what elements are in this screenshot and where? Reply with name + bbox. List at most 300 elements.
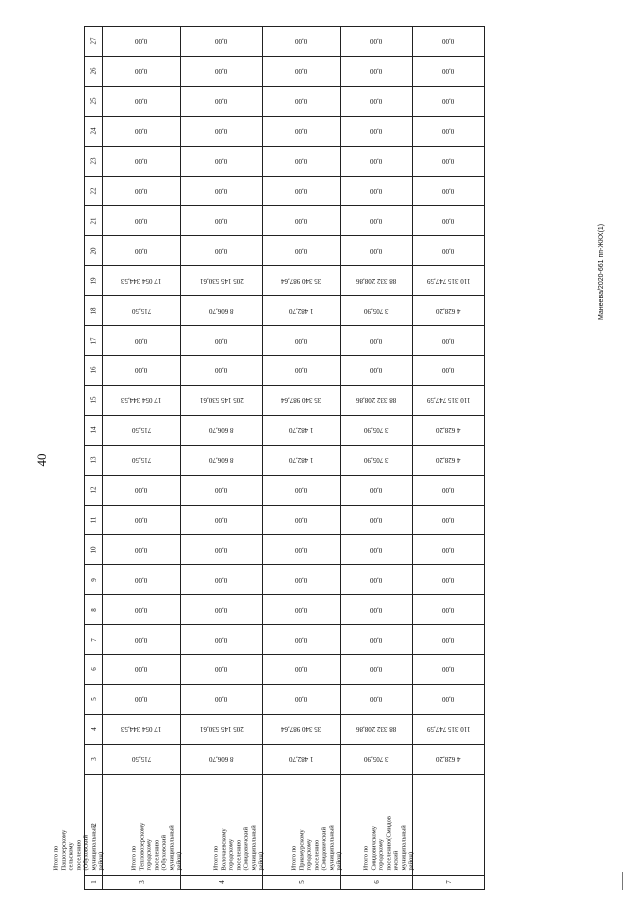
cell-value: 110 315 747,59	[426, 725, 471, 734]
column-number-text: 7	[89, 637, 98, 642]
table-row	[85, 445, 485, 475]
table-cell	[181, 505, 263, 535]
cell-value: 0,00	[442, 695, 455, 704]
column-number	[85, 385, 103, 415]
column-number-text: 17	[89, 337, 98, 345]
column-number-text: 27	[89, 37, 98, 45]
settlement-name-line: городскому	[377, 839, 385, 871]
cell-value: 0,00	[295, 216, 308, 225]
table-cell	[263, 595, 341, 625]
cell-value: 0,00	[135, 366, 148, 375]
table-cell	[341, 296, 413, 326]
cell-value: 0,00	[370, 605, 383, 614]
table-cell	[103, 146, 181, 176]
cell-value: 0,00	[442, 186, 455, 195]
table-cell	[181, 27, 263, 57]
table-cell	[103, 505, 181, 535]
cell-value: 0,00	[370, 67, 383, 76]
table-cell	[413, 56, 485, 86]
row-number: 4	[217, 880, 226, 885]
cell-value: 17 054 344,53	[121, 396, 162, 405]
cell-value: 4 628,20	[436, 755, 461, 764]
table-cell	[413, 475, 485, 505]
cell-value: 88 332 208,86	[356, 725, 397, 734]
settlement-name-line: (Смидовичский	[242, 827, 250, 871]
table-cell	[263, 206, 341, 236]
table-row	[85, 355, 485, 385]
cell-value: 0,00	[370, 515, 383, 524]
table-cell	[413, 595, 485, 625]
table-cell	[341, 415, 413, 445]
cell-value: 0,00	[295, 186, 308, 195]
column-number-text: 13	[89, 456, 98, 464]
column-number	[85, 146, 103, 176]
cell-value: 0,00	[135, 665, 148, 674]
table-cell	[181, 595, 263, 625]
column-number-text: 11	[89, 516, 98, 524]
table-cell	[263, 684, 341, 714]
table-cell	[341, 27, 413, 57]
table-cell	[181, 116, 263, 146]
table-row	[85, 744, 485, 774]
column-number	[85, 27, 103, 57]
table-cell	[341, 326, 413, 356]
row-number: 6	[372, 880, 381, 885]
row-number: 7	[444, 880, 453, 885]
column-number	[85, 206, 103, 236]
column-number	[85, 56, 103, 86]
settlement-name-line: район)	[407, 852, 415, 871]
column-number-text: 3	[89, 757, 98, 761]
column-number	[85, 326, 103, 356]
table-cell	[103, 355, 181, 385]
cell-value: 8 606,70	[209, 426, 234, 435]
table-cell	[263, 505, 341, 535]
cell-value: 0,00	[295, 366, 308, 375]
table-cell	[263, 475, 341, 505]
cell-value: 0,00	[442, 336, 455, 345]
table-cell	[341, 535, 413, 565]
cell-value: 0,00	[135, 695, 148, 704]
cell-value: 17 054 344,53	[121, 276, 162, 285]
cell-value: 0,00	[135, 157, 148, 166]
table-cell	[263, 655, 341, 685]
table-row	[85, 176, 485, 206]
cell-value: 0,00	[442, 246, 455, 255]
cell-value: 0,00	[135, 97, 148, 106]
cell-value: 715,50	[131, 306, 152, 315]
table-row	[85, 206, 485, 236]
column-number	[85, 475, 103, 505]
cell-value: 0,00	[370, 545, 383, 554]
table-cell	[263, 27, 341, 57]
column-number-text: 1	[89, 880, 98, 885]
column-number	[85, 505, 103, 535]
table-row	[85, 655, 485, 685]
settlement-name-line: Итого по	[130, 845, 138, 871]
column-number-text: 10	[89, 546, 98, 554]
cell-value: 0,00	[295, 515, 308, 524]
side-note-text: Манеева/2020-661 пп-ЖКХ(1)	[598, 223, 605, 320]
table-cell	[103, 296, 181, 326]
table-cell	[263, 445, 341, 475]
table-cell	[341, 744, 413, 774]
cell-value: 0,00	[295, 157, 308, 166]
table-cell	[181, 415, 263, 445]
cell-value: 0,00	[295, 336, 308, 345]
data-table	[52, 26, 485, 890]
settlement-name-line: Тепловозерскому	[138, 822, 145, 871]
column-number	[85, 415, 103, 445]
row-number-cell	[103, 875, 181, 889]
settlement-name-line: муниципальный	[250, 825, 257, 871]
column-number	[85, 296, 103, 326]
row-number: 3	[137, 880, 146, 885]
settlement-name-line: ичский	[392, 850, 400, 871]
table-cell	[181, 86, 263, 116]
cell-value: 0,00	[442, 635, 455, 644]
table-cell	[103, 415, 181, 445]
cell-value: 3 705,90	[364, 426, 389, 435]
settlement-name-line: Итого по	[362, 845, 370, 871]
table-cell	[181, 714, 263, 744]
cell-value: 0,00	[295, 37, 308, 46]
table-row	[85, 27, 485, 57]
table-cell	[181, 146, 263, 176]
cell-value: 3 705,90	[364, 755, 389, 764]
cell-value: 1 482,70	[289, 755, 314, 764]
settlement-name-line: муниципальный	[400, 825, 407, 871]
column-number-text: 20	[89, 247, 98, 255]
cell-value: 0,00	[295, 665, 308, 674]
table-cell	[103, 385, 181, 415]
table-cell	[103, 326, 181, 356]
settlement-name-line: городскому	[145, 839, 153, 871]
cell-value: 0,00	[442, 575, 455, 584]
settlement-name-line: Пашозерскому	[60, 829, 67, 871]
cell-value: 0,00	[135, 67, 148, 76]
cell-value: 0,00	[135, 186, 148, 195]
table-row	[85, 565, 485, 595]
cell-value: 4 628,20	[436, 456, 461, 465]
table-cell	[263, 116, 341, 146]
page-number: 40	[34, 453, 49, 467]
column-number	[85, 355, 103, 385]
cell-value: 0,00	[370, 665, 383, 674]
cell-value: 0,00	[370, 97, 383, 106]
cell-value: 0,00	[215, 665, 228, 674]
table-cell	[263, 385, 341, 415]
table-cell	[413, 625, 485, 655]
table-cell	[181, 176, 263, 206]
column-number	[85, 875, 103, 889]
settlement-name-line: сельскому	[67, 842, 75, 871]
table-cell	[413, 505, 485, 535]
cell-value: 0,00	[442, 366, 455, 375]
cell-value: 3 705,90	[364, 306, 389, 315]
table-row	[85, 56, 485, 86]
table-cell	[103, 236, 181, 266]
table-cell	[181, 744, 263, 774]
table-cell	[413, 415, 485, 445]
cell-value: 0,00	[215, 575, 228, 584]
cell-value: 0,00	[295, 605, 308, 614]
column-number-text: 24	[89, 127, 98, 135]
table-cell	[341, 475, 413, 505]
table-cell	[181, 326, 263, 356]
column-number	[85, 625, 103, 655]
cell-value: 0,00	[370, 635, 383, 644]
table-cell	[413, 355, 485, 385]
cell-value: 0,00	[215, 366, 228, 375]
settlement-name-line: Итого по	[290, 845, 298, 871]
table-cell	[263, 266, 341, 296]
table-cell	[263, 56, 341, 86]
cell-value: 8 606,70	[209, 755, 234, 764]
row-number-cell	[413, 875, 485, 889]
table-cell	[263, 326, 341, 356]
cell-value: 0,00	[135, 486, 148, 495]
table-cell	[103, 475, 181, 505]
cell-value: 0,00	[135, 37, 148, 46]
cell-value: 205 145 530,61	[199, 276, 244, 285]
table-cell	[413, 655, 485, 685]
table-row	[85, 714, 485, 744]
table-cell	[103, 176, 181, 206]
cell-value: 0,00	[135, 216, 148, 225]
table-row	[85, 505, 485, 535]
cell-value: 0,00	[442, 216, 455, 225]
settlement-name-line: поселению	[235, 839, 242, 871]
settlement-name-line: Итого по	[212, 845, 220, 871]
table-cell	[341, 266, 413, 296]
table-cell	[413, 326, 485, 356]
cell-value: 0,00	[295, 635, 308, 644]
table-cell	[103, 56, 181, 86]
table-cell	[341, 565, 413, 595]
cell-value: 35 340 987,64	[281, 396, 322, 405]
row-number-cell	[263, 875, 341, 889]
table-cell	[341, 355, 413, 385]
column-number	[85, 116, 103, 146]
cell-value: 0,00	[215, 695, 228, 704]
cell-value: 715,50	[131, 456, 152, 465]
cell-value: 0,00	[442, 67, 455, 76]
cell-value: 0,00	[370, 246, 383, 255]
table-cell	[263, 236, 341, 266]
table-cell	[103, 744, 181, 774]
settlement-name-cell	[362, 774, 485, 875]
column-number-text: 23	[89, 157, 98, 165]
settlement-name-line: муниципальный	[168, 825, 175, 871]
table-row	[85, 475, 485, 505]
cell-value: 0,00	[135, 246, 148, 255]
cell-value: 0,00	[135, 336, 148, 345]
cell-value: 0,00	[370, 216, 383, 225]
cell-value: 0,00	[370, 37, 383, 46]
table-cell	[181, 296, 263, 326]
table-cell	[413, 445, 485, 475]
table-cell	[341, 505, 413, 535]
table-cell	[413, 206, 485, 236]
settlement-name-line: поселению	[75, 839, 82, 871]
cell-value: 35 340 987,64	[281, 725, 322, 734]
settlement-name-line: городскому	[227, 839, 235, 871]
table-cell	[181, 625, 263, 655]
table-cell	[181, 655, 263, 685]
table-row	[85, 385, 485, 415]
cell-value: 0,00	[370, 575, 383, 584]
column-number	[85, 535, 103, 565]
settlement-name-line: муниципальный	[90, 825, 97, 871]
table-cell	[413, 266, 485, 296]
column-number-text: 15	[89, 396, 98, 404]
cell-value: 0,00	[370, 695, 383, 704]
cell-value: 0,00	[370, 486, 383, 495]
table-row	[85, 684, 485, 714]
column-number-text: 2	[89, 822, 98, 827]
table-row	[85, 266, 485, 296]
cell-value: 1 482,70	[289, 456, 314, 465]
cell-value: 0,00	[215, 157, 228, 166]
table-cell	[413, 27, 485, 57]
row-number-cell	[181, 875, 263, 889]
cell-value: 1 482,70	[289, 426, 314, 435]
cell-value: 0,00	[215, 515, 228, 524]
table-cell	[263, 535, 341, 565]
table-cell	[413, 385, 485, 415]
column-number	[85, 565, 103, 595]
settlement-name-line: район)	[335, 852, 343, 871]
table-cell	[263, 355, 341, 385]
row-number-cell	[341, 875, 413, 889]
cell-value: 0,00	[295, 545, 308, 554]
table-cell	[103, 655, 181, 685]
table-cell	[341, 684, 413, 714]
cell-value: 0,00	[442, 37, 455, 46]
settlement-name-line: поселению(Смидов	[385, 816, 392, 871]
table-cell	[263, 146, 341, 176]
table-cell	[181, 684, 263, 714]
table-cell	[413, 565, 485, 595]
cell-value: 8 606,70	[209, 456, 234, 465]
column-number-text: 6	[89, 667, 98, 672]
table-cell	[341, 595, 413, 625]
settlement-name-line: (Обуховский	[82, 835, 90, 871]
column-number-text: 21	[89, 217, 98, 225]
settlement-name-line: (Обуховский	[160, 835, 168, 871]
cell-value: 88 332 208,86	[356, 396, 397, 405]
table-cell	[181, 445, 263, 475]
column-number-text: 9	[89, 578, 98, 582]
table-cell	[413, 714, 485, 744]
column-number	[85, 595, 103, 625]
row-number-row	[85, 875, 485, 889]
cell-value: 0,00	[215, 67, 228, 76]
cell-value: 0,00	[295, 127, 308, 136]
cell-value: 3 705,90	[364, 456, 389, 465]
cell-value: 17 054 344,53	[121, 725, 162, 734]
cell-value: 0,00	[135, 127, 148, 136]
cell-value: 35 340 987,64	[281, 276, 322, 285]
table-cell	[341, 146, 413, 176]
cell-value: 0,00	[370, 186, 383, 195]
cell-value: 0,00	[295, 486, 308, 495]
table-cell	[103, 714, 181, 744]
table-cell	[413, 86, 485, 116]
column-number	[85, 744, 103, 774]
table-cell	[181, 565, 263, 595]
cell-value: 0,00	[295, 575, 308, 584]
table-cell	[103, 445, 181, 475]
cell-value: 0,00	[215, 486, 228, 495]
cell-value: 0,00	[135, 605, 148, 614]
table-cell	[341, 714, 413, 744]
cell-value: 0,00	[442, 605, 455, 614]
table-cell	[413, 684, 485, 714]
column-number-text: 19	[89, 277, 98, 285]
cell-value: 0,00	[215, 605, 228, 614]
column-number-text: 8	[89, 607, 98, 612]
table-row	[85, 625, 485, 655]
column-number	[85, 445, 103, 475]
table-row	[85, 236, 485, 266]
table-cell	[103, 625, 181, 655]
cell-value: 0,00	[135, 635, 148, 644]
column-number-text: 18	[89, 307, 98, 315]
table-cell	[181, 206, 263, 236]
cell-value: 0,00	[442, 127, 455, 136]
cell-value: 0,00	[215, 216, 228, 225]
column-number	[85, 266, 103, 296]
cell-value: 0,00	[215, 97, 228, 106]
table-cell	[263, 86, 341, 116]
table-cell	[103, 684, 181, 714]
cell-value: 4 628,20	[436, 306, 461, 315]
settlement-name-line: муниципальный	[328, 825, 335, 871]
table-row	[85, 116, 485, 146]
table-cell	[413, 146, 485, 176]
table-cell	[181, 236, 263, 266]
cell-value: 0,00	[135, 575, 148, 584]
cell-value: 110 315 747,59	[426, 276, 471, 285]
table-cell	[341, 385, 413, 415]
cell-value: 4 628,20	[436, 426, 461, 435]
cell-value: 0,00	[370, 127, 383, 136]
table-cell	[413, 744, 485, 774]
column-number-text: 5	[89, 697, 98, 702]
table-cell	[263, 744, 341, 774]
table-cell	[181, 475, 263, 505]
column-number-text: 12	[89, 486, 98, 494]
column-number-text: 14	[89, 426, 98, 434]
settlement-name-line: район)	[257, 852, 265, 871]
settlement-name-line: Итого по	[52, 845, 60, 871]
cell-value: 0,00	[295, 246, 308, 255]
table-row	[85, 326, 485, 356]
cell-value: 0,00	[215, 336, 228, 345]
table-row	[85, 86, 485, 116]
cell-value: 8 606,70	[209, 306, 234, 315]
table-cell	[181, 355, 263, 385]
table-cell	[341, 86, 413, 116]
cell-value: 0,00	[215, 246, 228, 255]
cell-value: 715,50	[131, 426, 152, 435]
cell-value: 0,00	[442, 545, 455, 554]
table-cell	[263, 296, 341, 326]
table-cell	[341, 655, 413, 685]
table-cell	[103, 86, 181, 116]
